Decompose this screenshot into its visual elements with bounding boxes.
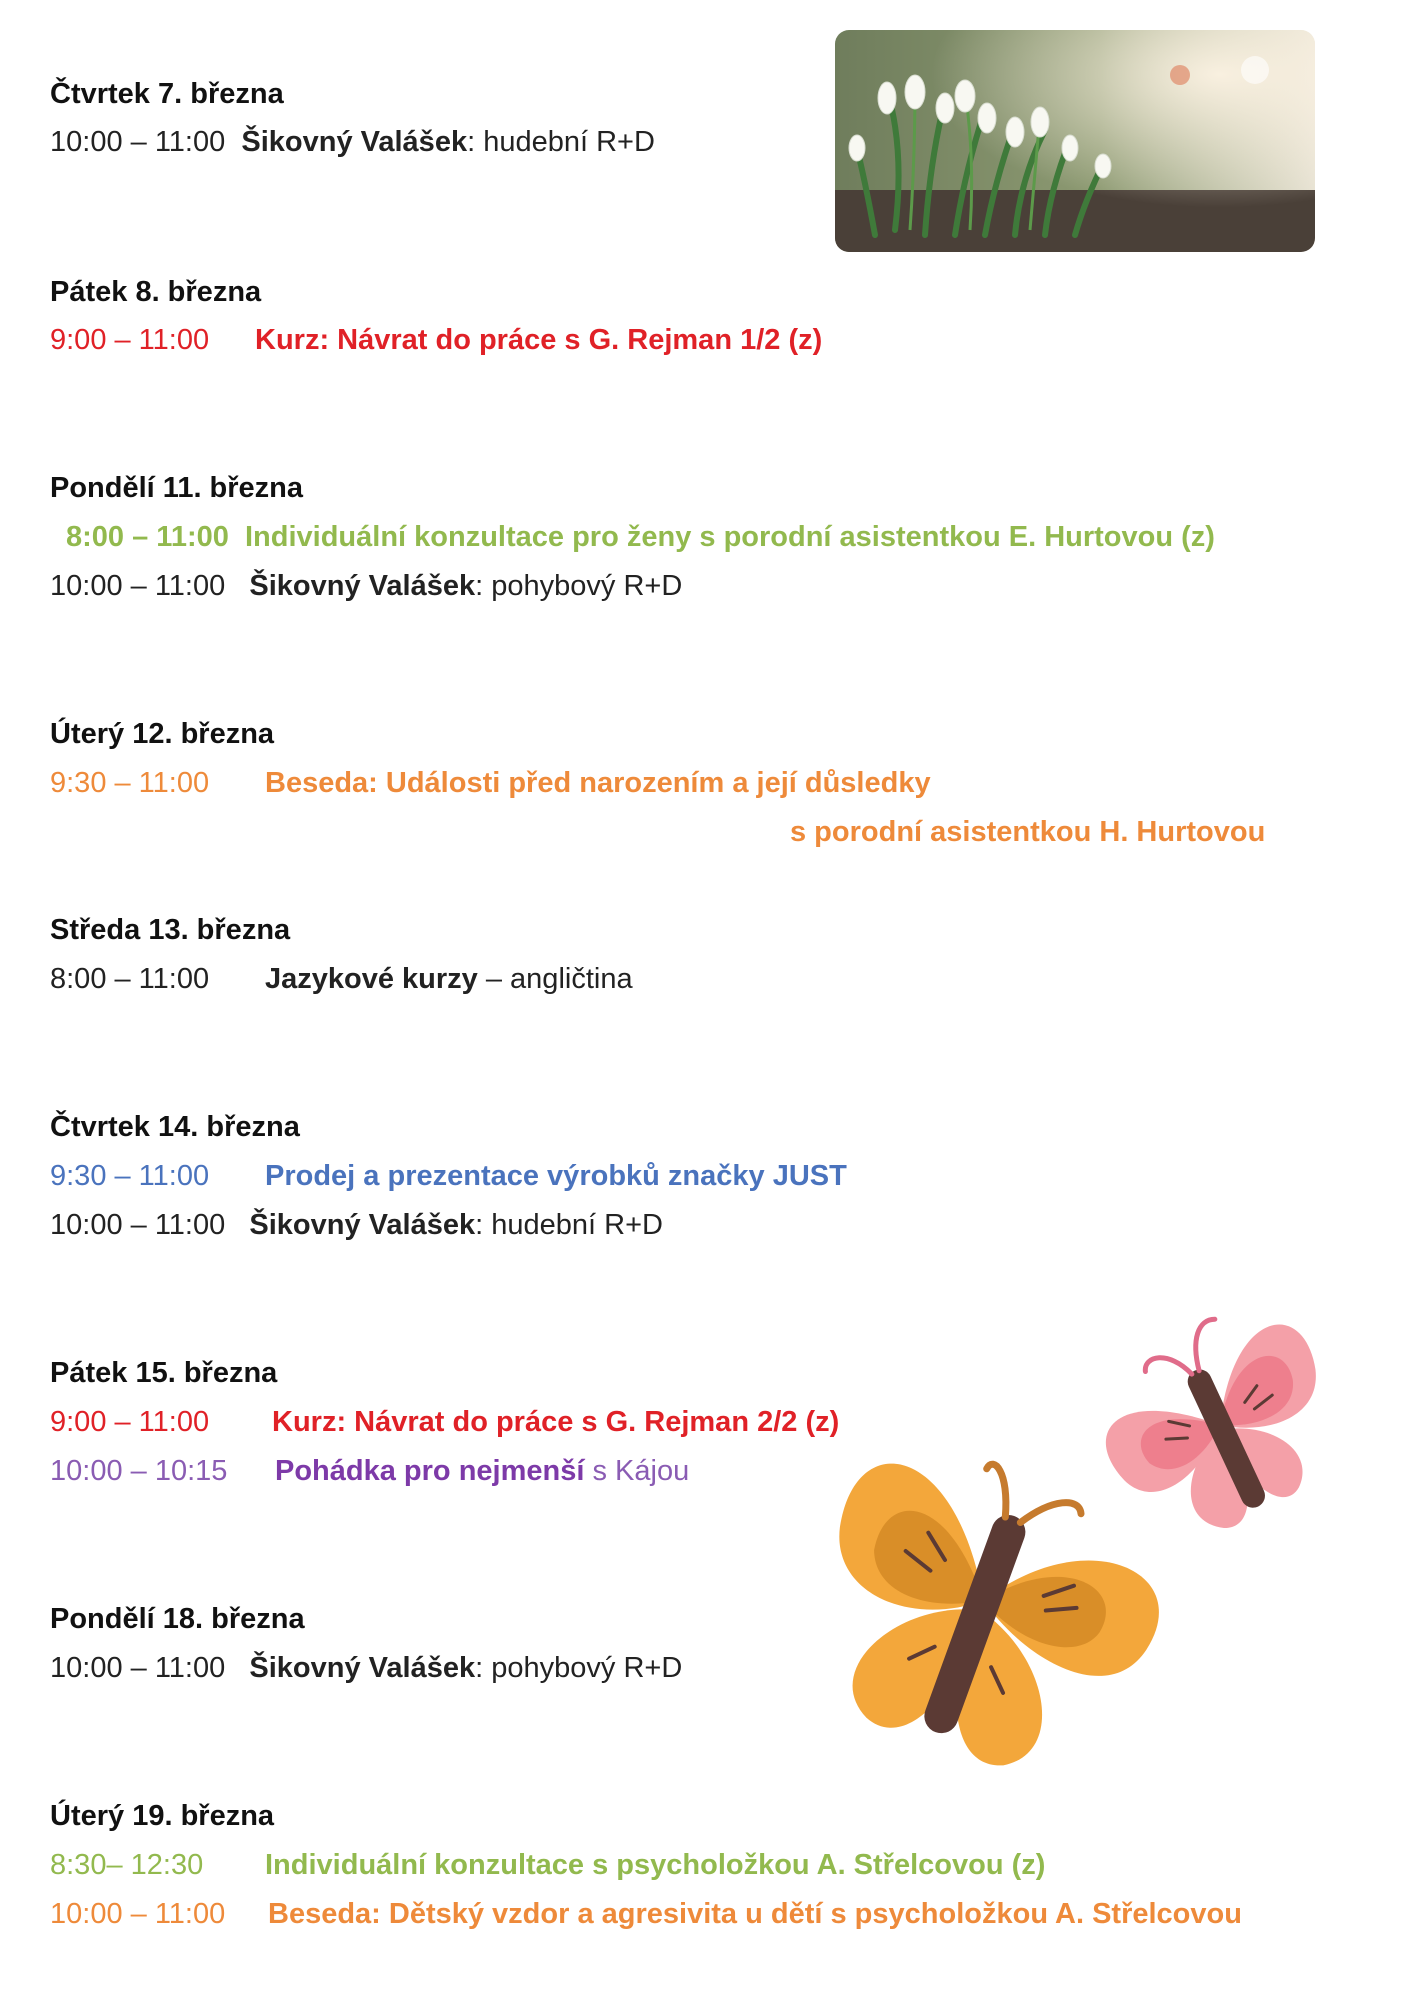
event-time: 8:00 – 11:00 xyxy=(50,963,210,995)
event-time: 10:00 – 11:00 xyxy=(50,1209,226,1241)
event-row xyxy=(50,126,655,159)
event-title: Šikovný Valášek xyxy=(249,570,476,602)
event-time: 9:30 – 11:00 xyxy=(50,1160,210,1192)
event-time: 9:00 – 11:00 xyxy=(50,1406,210,1438)
snowdrops-photo xyxy=(835,30,1315,252)
day-heading: Středa 13. března xyxy=(50,914,291,946)
event-title: Kurz: Návrat do práce s G. Rejman 1/2 (z) xyxy=(255,324,823,356)
event-title-line2: s porodní asistentkou H. Hurtovou xyxy=(790,816,1266,848)
event-detail: : hudební R+D xyxy=(475,1209,663,1241)
event-title: Individuální konzultace pro ženy s porodní asistentkou E. Hurtovou (z) xyxy=(244,521,1215,553)
event-row xyxy=(50,324,822,357)
event-time: 8:30– 12:30 xyxy=(50,1849,204,1881)
event-title: Beseda: Události před narozením a její důsledky xyxy=(265,767,931,799)
event-detail: : pohybový R+D xyxy=(475,1652,683,1684)
event-time: 10:00 – 10:15 xyxy=(50,1455,228,1487)
event-title: Beseda: Dětský vzdor a agresivita u dětí s psycholožkou A. Střelcovou xyxy=(268,1898,1242,1930)
day-heading: Pátek 8. března xyxy=(50,276,262,308)
event-row xyxy=(50,963,633,996)
event-title: Jazykové kurzy xyxy=(265,963,478,995)
event-title: Šikovný Valášek xyxy=(249,1652,476,1684)
day-heading: Pátek 15. března xyxy=(50,1357,278,1389)
event-row xyxy=(50,1898,1242,1931)
day-heading: Pondělí 11. března xyxy=(50,472,304,504)
event-title: Kurz: Návrat do práce s G. Rejman 2/2 (z) xyxy=(272,1406,840,1438)
event-title: Individuální konzultace s psycholožkou A. Střelcovou (z) xyxy=(265,1849,1046,1881)
event-detail: : pohybový R+D xyxy=(475,570,683,602)
event-time: 8:00 – 11:00 xyxy=(66,521,229,553)
event-time: 10:00 – 11:00 xyxy=(50,1898,226,1930)
event-time: 10:00 – 11:00 xyxy=(50,1652,226,1684)
event-time: 10:00 – 11:00 xyxy=(50,126,226,158)
event-time: 9:00 – 11:00 xyxy=(50,324,210,356)
event-row xyxy=(50,1209,663,1242)
day-heading: Čtvrtek 7. března xyxy=(50,78,284,110)
event-detail: : hudební R+D xyxy=(467,126,655,158)
event-row xyxy=(66,521,1215,554)
event-row xyxy=(50,570,682,603)
event-title: Šikovný Valášek xyxy=(249,1209,476,1241)
event-detail: – angličtina xyxy=(477,963,633,995)
event-title: Prodej a prezentace výrobků značky JUST xyxy=(265,1160,847,1192)
event-title: Šikovný Valášek xyxy=(241,126,468,158)
event-time: 10:00 – 11:00 xyxy=(50,570,226,602)
day-heading: Čtvrtek 14. března xyxy=(50,1111,300,1143)
day-heading: Pondělí 18. března xyxy=(50,1603,305,1635)
event-row xyxy=(50,1849,1045,1882)
day-heading: Úterý 12. března xyxy=(50,718,275,750)
event-title: Pohádka pro nejmenší xyxy=(275,1455,585,1487)
orange-butterfly xyxy=(780,1430,1180,1795)
event-detail: s Kájou xyxy=(584,1455,690,1487)
day-heading: Úterý 19. března xyxy=(50,1800,275,1832)
event-row xyxy=(50,1406,839,1439)
event-row xyxy=(50,1652,682,1685)
event-time: 9:30 – 11:00 xyxy=(50,767,210,799)
event-row xyxy=(50,1455,689,1488)
event-row-continued xyxy=(790,816,1265,849)
event-row xyxy=(50,767,931,800)
event-row xyxy=(50,1160,847,1193)
